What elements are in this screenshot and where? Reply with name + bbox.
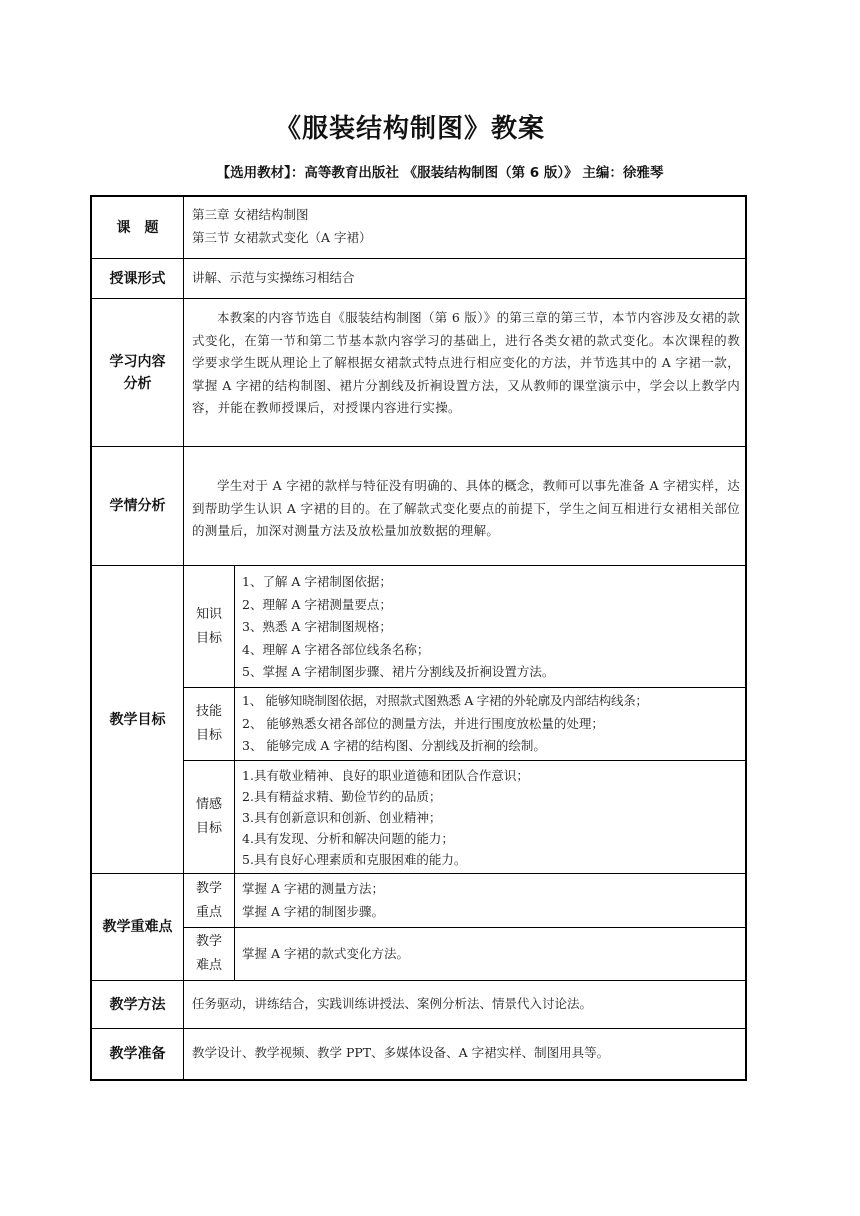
topic-chapter: 第三章 女裙结构制图 — [192, 207, 309, 222]
document-title: 《服装结构制图》教案 — [274, 114, 545, 144]
topic-content — [192, 204, 742, 256]
methods-content: 任务驱动，讲练结合，实践训练讲授法、案例分析法、情景代入讨论法。 — [192, 996, 593, 1011]
list-item: 掌握 A 字裙的测量方法； — [242, 881, 384, 896]
difficult-point-label-line1: 教学 — [195, 934, 222, 949]
textbook-info: 【选用教材】：高等教育出版社 《服装结构制图（第 6 版）》 主编：徐雅琴 — [216, 165, 664, 181]
student-analysis-text: 学生对于 A 字裙的款样与特征没有明确的、具体的概念，教师可以事先准备 A 字裙实样，达到帮助学生认识 A 字裙的目的。在了解款式变化要点的前提下，学生之间互相进行女裙相关部位的测量后，加深对测量方法及放松量加放数据的理解。 — [192, 478, 740, 538]
emotion-objective-list — [242, 765, 742, 871]
list-item: 2、理解 A 字裙测量要点； — [242, 596, 392, 612]
skill-objective-label-line2: 目标 — [195, 728, 222, 743]
lesson-plan-table — [90, 195, 747, 1081]
list-item: 掌握 A 字裙的制图步骤。 — [242, 903, 384, 919]
content-analysis-label-line2: 分析 — [123, 375, 152, 392]
difficult-point-label-line2: 难点 — [195, 958, 222, 973]
topic-section: 第三节 女裙款式变化（A 字裙） — [192, 229, 372, 245]
skill-objective-label-line1: 技能 — [195, 704, 222, 719]
skill-objective-label — [184, 688, 234, 760]
emotion-objective-label — [184, 761, 234, 873]
content-analysis-label-line1: 学习内容 — [109, 353, 166, 370]
key-point-label — [184, 874, 234, 927]
key-point-list — [242, 878, 742, 924]
format-content: 讲解、示范与实操练习相结合 — [192, 270, 355, 285]
difficult-point-list — [242, 943, 742, 969]
emotion-objective-label-line1: 情感 — [195, 797, 222, 812]
list-item: 3、 能够完成 A 字裙的结构图、分割线及折裥的绘制。 — [242, 738, 546, 753]
knowledge-objective-label-line1: 知识 — [195, 606, 222, 622]
list-item: 1、 能够知晓制图依据，对照款式图熟悉 A 字裙的外轮廓及内部结构线条； — [242, 693, 648, 708]
list-item: 掌握 A 字裙的款式变化方法。 — [242, 946, 409, 961]
preparation-label: 教学准备 — [109, 1046, 166, 1062]
list-item: 4、理解 A 字裙各部位线条名称； — [242, 641, 430, 657]
student-analysis-label: 学情分析 — [109, 498, 166, 514]
knowledge-objective-label — [184, 566, 234, 687]
list-item: 5、掌握 A 字裙制图步骤、裙片分割线及折裥设置方法。 — [242, 664, 555, 679]
format-label: 授课形式 — [109, 270, 166, 287]
knowledge-objective-label-line2: 目标 — [195, 630, 222, 646]
list-item: 4.具有发现、分析和解决问题的能力； — [242, 831, 454, 846]
key-point-label-line2: 重点 — [195, 904, 222, 920]
list-item: 5.具有良好心理素质和克服困难的能力。 — [242, 852, 467, 867]
key-point-label-line1: 教学 — [195, 880, 222, 896]
objectives-label: 教学目标 — [109, 711, 166, 728]
list-item: 3.具有创新意识和创新、创业精神； — [242, 810, 442, 825]
preparation-content: 教学设计、教学视频、教学 PPT、多媒体设备、A 字裙实样、制图用具等。 — [192, 1045, 610, 1060]
list-item: 2.具有精益求精、勤俭节约的品质； — [242, 789, 442, 804]
content-analysis-text: 本教案的内容节选自《服装结构制图（第 6 版）》的第三章的第三节，本节内容涉及女裙的款式变化，在第一节和第二节基本款内容学习的基础上，进行各类女裙的款式变化。本次课程的教学要求学生既从理论上了解根据女裙款式特点进行相应变化的方法，并节选其中的 A 字裙一款，掌握 A 字裙的结构制图、裙片分割线及折裥设置方法，又从教师的课堂演示中，学会以上教学内容，并能在教师授课后，对授课内容进行实操。 — [192, 310, 740, 415]
emotion-objective-label-line2: 目标 — [195, 821, 222, 836]
topic-label: 课 题 — [116, 219, 159, 236]
list-item: 1、了解 A 字裙制图依据； — [242, 574, 392, 589]
methods-label: 教学方法 — [109, 996, 166, 1013]
content-analysis-label — [92, 299, 183, 446]
difficult-point-label — [184, 928, 234, 980]
list-item: 2、 能够熟悉女裙各部位的测量方法，并进行围度放松量的处理； — [242, 715, 604, 731]
knowledge-objective-list — [242, 571, 742, 685]
key-points-label: 教学重难点 — [102, 919, 173, 935]
skill-objective-list — [242, 690, 744, 758]
list-item: 3、熟悉 A 字裙制图规格； — [242, 619, 392, 634]
list-item: 1.具有敬业精神、良好的职业道德和团队合作意识； — [242, 768, 529, 783]
